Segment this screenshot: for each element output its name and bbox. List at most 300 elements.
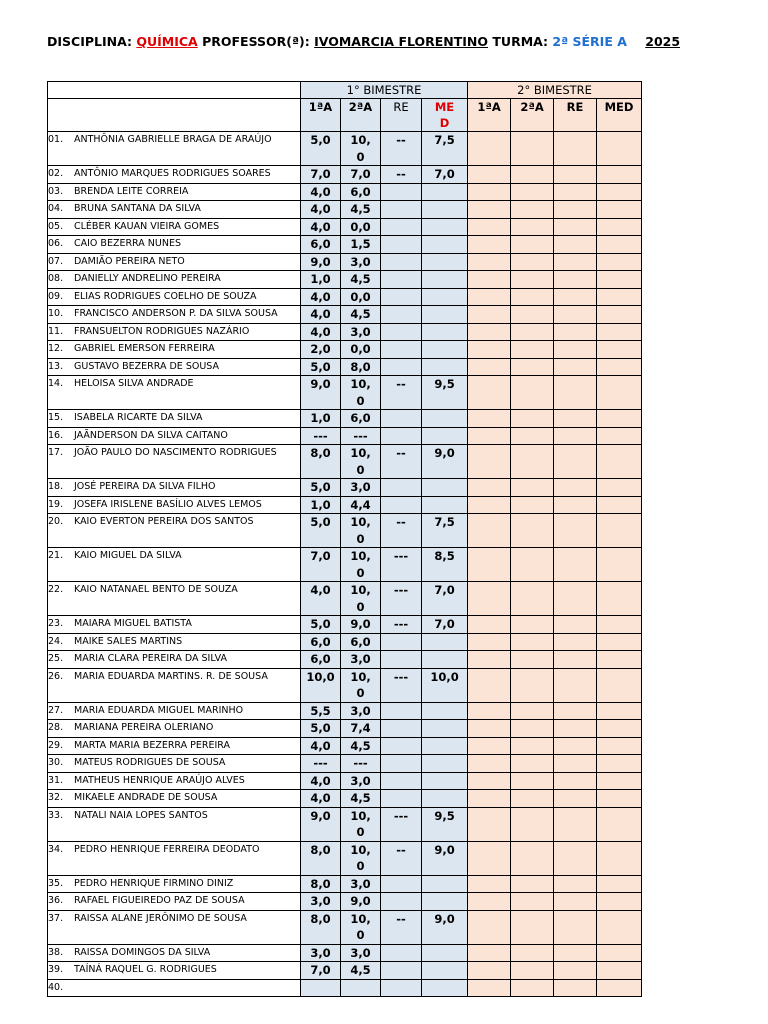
bim1-grade-re <box>381 288 422 306</box>
bim1-grade-a2-value: 9,0 <box>350 617 371 631</box>
student-name-cell <box>48 376 301 410</box>
bim2-grade-med <box>597 271 642 289</box>
bim2-grade-a2 <box>511 183 554 201</box>
bim2-grade-med <box>597 944 642 962</box>
bim2-grade-re <box>554 755 597 773</box>
bim2-grade-re <box>554 772 597 790</box>
table-row <box>48 772 642 790</box>
bim2-col-re: RE <box>554 99 597 132</box>
student-name: RAISSA DOMINGOS DA SILVA <box>74 946 211 958</box>
bim2-grade-a1 <box>468 323 511 341</box>
table-row <box>48 616 642 634</box>
bim2-grade-med <box>597 893 642 911</box>
bim1-grade-med: 7,0 <box>422 166 468 184</box>
bim1-grade-a1: --- <box>301 427 341 445</box>
student-name: ELIAS RODRIGUES COELHO DE SOUZA <box>74 290 257 302</box>
student-name: PEDRO HENRIQUE FERREIRA DEODATO <box>74 843 260 855</box>
table-row <box>48 737 642 755</box>
student-name-cell <box>48 668 301 702</box>
student-number: 23. <box>48 618 64 629</box>
bim2-grade-a1 <box>468 910 511 944</box>
student-name-cell <box>48 790 301 808</box>
bim1-grade-re: -- <box>381 166 422 184</box>
student-name: BRUNA SANTANA DA SILVA <box>74 203 201 214</box>
column-header-row <box>48 99 642 132</box>
bim1-grade-a1: 4,0 <box>301 737 341 755</box>
disciplina-value: QUÍMICA <box>136 34 198 49</box>
bim2-grade-med <box>597 910 642 944</box>
bim1-grade-med <box>422 306 468 324</box>
table-row <box>48 979 642 996</box>
bim1-grade-re <box>381 410 422 428</box>
bim1-grade-re: --- <box>381 548 422 582</box>
bim2-grade-med <box>597 668 642 702</box>
table-row <box>48 410 642 428</box>
table-row <box>48 910 642 944</box>
table-row <box>48 288 642 306</box>
bim2-grade-a1 <box>468 633 511 651</box>
bim2-grade-a2 <box>511 790 554 808</box>
bim2-grade-a2 <box>511 962 554 980</box>
bim1-grade-a1: 9,0 <box>301 376 341 410</box>
bim2-grade-re <box>554 514 597 548</box>
bim1-grade-a1: 6,0 <box>301 633 341 651</box>
bim1-grade-a2 <box>341 944 381 962</box>
bim2-grade-a1 <box>468 944 511 962</box>
bim1-grade-a1: --- <box>301 755 341 773</box>
bim2-grade-med <box>597 875 642 893</box>
bim2-grade-re <box>554 496 597 514</box>
bim1-grade-re <box>381 341 422 359</box>
bim1-grade-med <box>422 253 468 271</box>
bim1-grade-a2 <box>341 218 381 236</box>
bim1-grade-med <box>422 633 468 651</box>
bim1-grade-a1: 8,0 <box>301 910 341 944</box>
bim2-grade-re <box>554 790 597 808</box>
bim2-grade-a1 <box>468 288 511 306</box>
bim2-grade-a2 <box>511 218 554 236</box>
student-name-cell <box>48 807 301 841</box>
bim2-grade-a2 <box>511 772 554 790</box>
student-number: 28. <box>48 722 64 733</box>
student-name: ANTHÔNIA GABRIELLE BRAGA DE ARAÚJO <box>74 134 272 145</box>
bim2-grade-re <box>554 737 597 755</box>
bim2-grade-a1 <box>468 183 511 201</box>
bim2-grade-a2 <box>511 376 554 410</box>
bim2-grade-re <box>554 875 597 893</box>
bim1-grade-a2 <box>341 720 381 738</box>
bim1-grade-a2 <box>341 479 381 497</box>
bim1-grade-med: 7,0 <box>422 582 468 616</box>
bim1-grade-a2-value: 6,0 <box>350 634 371 649</box>
bim2-grade-med <box>597 427 642 445</box>
bim1-grade-a1: 2,0 <box>301 341 341 359</box>
bim1-col-a1: 1ªA <box>301 99 341 132</box>
table-row <box>48 841 642 875</box>
bim2-grade-re <box>554 236 597 254</box>
student-name: MIKAELE ANDRADE DE SOUSA <box>74 792 218 803</box>
table-row <box>48 807 642 841</box>
bim1-col-med-label: MED <box>434 100 455 130</box>
student-name: PEDRO HENRIQUE FIRMINO DINIZ <box>74 877 234 889</box>
bim2-grade-a1 <box>468 841 511 875</box>
bim1-grade-a2 <box>341 514 381 548</box>
bim1-grade-med <box>422 271 468 289</box>
bim2-grade-med <box>597 841 642 875</box>
bim2-grade-a1 <box>468 218 511 236</box>
bim1-grade-a2 <box>341 841 381 875</box>
bim1-grade-a2-value: 7,0 <box>350 167 371 181</box>
bim1-grade-a2-value: 10,0 <box>350 446 371 477</box>
bim1-grade-a2-value: 3,0 <box>350 652 371 666</box>
bim2-grade-a1 <box>468 668 511 702</box>
bim1-grade-a2 <box>341 132 381 166</box>
bim1-grade-a1: 5,0 <box>301 720 341 738</box>
student-number: 19. <box>48 498 64 510</box>
bim1-grade-re <box>381 218 422 236</box>
bimester-header-row <box>48 82 642 99</box>
bim2-col-a2: 2ªA <box>511 99 554 132</box>
bim1-grade-a2-value: 0,0 <box>350 289 371 304</box>
bim1-grade-a1: 4,0 <box>301 772 341 790</box>
bim2-grade-a1 <box>468 737 511 755</box>
student-name-cell <box>48 737 301 755</box>
bim1-grade-re: -- <box>381 132 422 166</box>
bim1-grade-a2-value: 4,5 <box>350 272 371 286</box>
student-name-cell <box>48 702 301 720</box>
bim2-grade-re <box>554 132 597 166</box>
student-number: 11. <box>48 325 64 337</box>
bim2-grade-re <box>554 651 597 669</box>
bim1-col-a2: 2ªA <box>341 99 381 132</box>
bim1-grade-med <box>422 772 468 790</box>
bim2-grade-a2 <box>511 841 554 875</box>
bim2-grade-a2 <box>511 236 554 254</box>
bim1-grade-re <box>381 944 422 962</box>
bim1-grade-a2 <box>341 755 381 773</box>
bim1-grade-a2 <box>341 702 381 720</box>
student-number: 13. <box>48 360 64 372</box>
bim2-grade-med <box>597 218 642 236</box>
bim1-grade-med <box>422 893 468 911</box>
bim1-grade-re <box>381 236 422 254</box>
student-name: ANTÔNIO MARQUES RODRIGUES SOARES <box>74 168 271 179</box>
student-number: 02. <box>48 168 64 179</box>
bim2-grade-med <box>597 288 642 306</box>
bim2-grade-a2 <box>511 979 554 996</box>
student-name-cell <box>48 132 301 166</box>
bim2-grade-a2 <box>511 253 554 271</box>
bim1-grade-a2 <box>341 201 381 219</box>
student-name: KAIO MIGUEL DA SILVA <box>74 550 182 561</box>
bim2-grade-med <box>597 496 642 514</box>
bim1-grade-re <box>381 720 422 738</box>
table-row <box>48 236 642 254</box>
student-name: MARIA EDUARDA MARTINS. R. DE SOUSA <box>74 670 268 682</box>
bim1-grade-a2 <box>341 790 381 808</box>
bim2-grade-med <box>597 772 642 790</box>
bim1-grade-a2-value: 9,0 <box>350 894 371 908</box>
student-name-cell <box>48 253 301 271</box>
student-name: MARIANA PEREIRA OLERIANO <box>74 722 214 733</box>
student-number: 03. <box>48 185 64 197</box>
student-name-cell <box>48 616 301 634</box>
student-name-cell <box>48 288 301 306</box>
bim2-col-a1: 1ªA <box>468 99 511 132</box>
bim2-grade-med <box>597 720 642 738</box>
bim2-grade-a1 <box>468 772 511 790</box>
bim2-grade-a1 <box>468 253 511 271</box>
bim1-grade-a2 <box>341 962 381 980</box>
bim2-grade-med <box>597 236 642 254</box>
student-number: 38. <box>48 946 64 958</box>
bim2-grade-med <box>597 582 642 616</box>
student-name: ISABELA RICARTE DA SILVA <box>74 412 203 423</box>
student-name: CLÉBER KAUAN VIEIRA GOMES <box>74 220 220 232</box>
bim2-grade-a1 <box>468 358 511 376</box>
student-number: 40. <box>48 981 64 993</box>
bim1-grade-a2-value: --- <box>353 428 368 443</box>
bim1-grade-med <box>422 702 468 720</box>
student-name-cell <box>48 410 301 428</box>
bim2-grade-a2 <box>511 633 554 651</box>
bim2-grade-re <box>554 183 597 201</box>
student-number: 12. <box>48 343 64 354</box>
student-name-cell <box>48 633 301 651</box>
student-name: CAIO BEZERRA NUNES <box>74 238 181 249</box>
bim2-grade-a2 <box>511 427 554 445</box>
bim1-grade-a2-value: 0,0 <box>350 342 371 356</box>
bim1-grade-med <box>422 358 468 376</box>
bim1-grade-re: --- <box>381 582 422 616</box>
bim1-grade-a2 <box>341 445 381 479</box>
bim1-grade-a2-value: 8,0 <box>350 359 371 374</box>
bim1-grade-a2-value: 3,0 <box>350 480 371 494</box>
table-row <box>48 548 642 582</box>
bim2-grade-med <box>597 358 642 376</box>
bim1-grade-re: -- <box>381 445 422 479</box>
bim1-grade-a2-value: 3,0 <box>350 254 371 269</box>
bim2-grade-a2 <box>511 479 554 497</box>
bim2-grade-re <box>554 271 597 289</box>
bim2-grade-med <box>597 548 642 582</box>
bim2-grade-re <box>554 201 597 219</box>
student-name-cell <box>48 166 301 184</box>
student-name: TAÍNÁ RAQUEL G. RODRIGUES <box>74 964 217 975</box>
bim1-col-re: RE <box>381 99 422 132</box>
bim2-grade-re <box>554 410 597 428</box>
bim2-grade-a1 <box>468 979 511 996</box>
bim1-grade-re: --- <box>381 616 422 634</box>
bim2-grade-a2 <box>511 445 554 479</box>
bim1-grade-re <box>381 651 422 669</box>
bim1-grade-med <box>422 979 468 996</box>
bim1-grade-a2-value: 3,0 <box>350 703 371 718</box>
bim1-grade-a2 <box>341 582 381 616</box>
bim2-grade-med <box>597 376 642 410</box>
bim2-grade-a2 <box>511 271 554 289</box>
bim2-grade-a1 <box>468 427 511 445</box>
bim1-grade-a1: 4,0 <box>301 288 341 306</box>
bim2-grade-re <box>554 910 597 944</box>
bim1-grade-a2-value: --- <box>353 756 368 770</box>
bim2-grade-a2 <box>511 875 554 893</box>
student-name-cell <box>48 841 301 875</box>
bim2-grade-re <box>554 479 597 497</box>
bim1-grade-a2 <box>341 410 381 428</box>
student-number: 33. <box>48 809 64 821</box>
student-name: MARIA EDUARDA MIGUEL MARINHO <box>74 704 244 716</box>
bim1-grade-a2-value: 3,0 <box>350 324 371 339</box>
student-name-cell <box>48 427 301 445</box>
student-number: 32. <box>48 792 64 803</box>
bim1-grade-a2 <box>341 306 381 324</box>
bim1-grade-a2-value: 0,0 <box>350 219 371 234</box>
bim2-grade-med <box>597 616 642 634</box>
bim1-grade-med: 7,5 <box>422 132 468 166</box>
bim2-grade-med <box>597 445 642 479</box>
bim2-grade-a1 <box>468 410 511 428</box>
bim1-grade-a2-value: 6,0 <box>350 184 371 199</box>
bim1-grade-a1: 4,0 <box>301 306 341 324</box>
student-number: 22. <box>48 584 64 595</box>
table-row <box>48 358 642 376</box>
bim1-grade-a1: 8,0 <box>301 841 341 875</box>
table-row <box>48 944 642 962</box>
bim2-grade-a1 <box>468 755 511 773</box>
professor-label: PROFESSOR(ª): <box>202 34 310 49</box>
bim2-grade-med <box>597 201 642 219</box>
bim2-grade-re <box>554 668 597 702</box>
bim2-grade-a1 <box>468 807 511 841</box>
bim1-grade-re <box>381 323 422 341</box>
student-name-cell <box>48 218 301 236</box>
bim1-grade-re <box>381 496 422 514</box>
bim1-grade-med <box>422 755 468 773</box>
student-name: MATEUS RODRIGUES DE SOUSA <box>74 757 226 768</box>
bim1-grade-a2 <box>341 979 381 996</box>
bim2-grade-med <box>597 807 642 841</box>
bim2-grade-a2 <box>511 893 554 911</box>
bim2-header: 2° BIMESTRE <box>468 82 642 99</box>
bim2-grade-re <box>554 166 597 184</box>
bim1-grade-a2-value: 4,5 <box>350 307 371 321</box>
grades-table <box>47 81 642 997</box>
student-number: 36. <box>48 895 64 906</box>
table-row <box>48 445 642 479</box>
student-name-cell <box>48 514 301 548</box>
bim1-grade-re <box>381 962 422 980</box>
bim1-grade-a2 <box>341 288 381 306</box>
bim1-grade-a1: 7,0 <box>301 962 341 980</box>
bim1-grade-med <box>422 496 468 514</box>
bim2-grade-med <box>597 514 642 548</box>
bim2-grade-re <box>554 841 597 875</box>
document-header <box>47 34 680 49</box>
student-number: 10. <box>48 308 64 319</box>
student-number: 35. <box>48 877 64 889</box>
bim1-grade-a2-value: 10,0 <box>350 515 371 546</box>
bim2-grade-a1 <box>468 875 511 893</box>
blank-header-cell <box>48 99 301 132</box>
bim1-grade-a2 <box>341 236 381 254</box>
bim1-grade-a2-value: 4,5 <box>350 791 371 805</box>
bim1-grade-med <box>422 737 468 755</box>
student-number: 04. <box>48 203 64 214</box>
student-number: 07. <box>48 255 64 267</box>
student-number: 39. <box>48 964 64 975</box>
bim2-grade-a1 <box>468 271 511 289</box>
bim2-grade-med <box>597 737 642 755</box>
student-name: DANIELLY ANDRELINO PEREIRA <box>74 273 221 284</box>
student-name: RAISSA ALANE JERÔNIMO DE SOUSA <box>74 912 247 924</box>
disciplina-label: DISCIPLINA: <box>47 34 132 49</box>
bim1-grade-a1: 4,0 <box>301 582 341 616</box>
bim1-grade-re <box>381 201 422 219</box>
bim2-grade-med <box>597 651 642 669</box>
bim2-grade-med <box>597 962 642 980</box>
bim1-grade-med: 8,5 <box>422 548 468 582</box>
bim2-grade-a2 <box>511 201 554 219</box>
bim1-grade-a1: 5,5 <box>301 702 341 720</box>
bim1-grade-med <box>422 410 468 428</box>
bim1-grade-med <box>422 288 468 306</box>
bim2-grade-a1 <box>468 582 511 616</box>
student-name-cell <box>48 720 301 738</box>
bim2-grade-a2 <box>511 651 554 669</box>
student-name-cell <box>48 979 301 996</box>
bim2-grade-med <box>597 166 642 184</box>
bim1-grade-a2-value: 4,5 <box>350 738 371 753</box>
bim2-grade-a1 <box>468 341 511 359</box>
student-name-cell <box>48 183 301 201</box>
bim1-grade-med <box>422 479 468 497</box>
student-number: 16. <box>48 429 64 441</box>
bim1-grade-a2 <box>341 616 381 634</box>
bim1-grade-a1: 4,0 <box>301 790 341 808</box>
bim2-grade-a1 <box>468 166 511 184</box>
student-number: 18. <box>48 481 64 492</box>
bim2-grade-a2 <box>511 132 554 166</box>
bim1-grade-re <box>381 633 422 651</box>
table-row <box>48 183 642 201</box>
bim1-grade-a2-value: 6,0 <box>350 411 371 425</box>
bim1-grade-med <box>422 201 468 219</box>
bim1-grade-a2-value: 4,4 <box>350 497 371 512</box>
bim1-grade-med <box>422 944 468 962</box>
bim2-grade-med <box>597 790 642 808</box>
bim1-grade-a2-value: 10,0 <box>350 583 371 614</box>
bim1-grade-med <box>422 651 468 669</box>
bim1-grade-med <box>422 875 468 893</box>
bim1-grade-a1: 8,0 <box>301 445 341 479</box>
bim2-grade-a2 <box>511 548 554 582</box>
bim1-grade-a2-value: 3,0 <box>350 773 371 788</box>
bim2-grade-a1 <box>468 720 511 738</box>
bim1-grade-med: 9,0 <box>422 445 468 479</box>
bim1-grade-med <box>422 218 468 236</box>
bim1-grade-re <box>381 183 422 201</box>
bim2-grade-med <box>597 306 642 324</box>
student-name-cell <box>48 875 301 893</box>
bim1-grade-med <box>422 341 468 359</box>
bim1-grade-a2 <box>341 358 381 376</box>
bim1-grade-med <box>422 323 468 341</box>
bim2-grade-re <box>554 306 597 324</box>
student-name: JOSEFA IRISLENE BASÍLIO ALVES LEMOS <box>74 498 262 510</box>
bim2-grade-re <box>554 323 597 341</box>
bim2-grade-re <box>554 979 597 996</box>
